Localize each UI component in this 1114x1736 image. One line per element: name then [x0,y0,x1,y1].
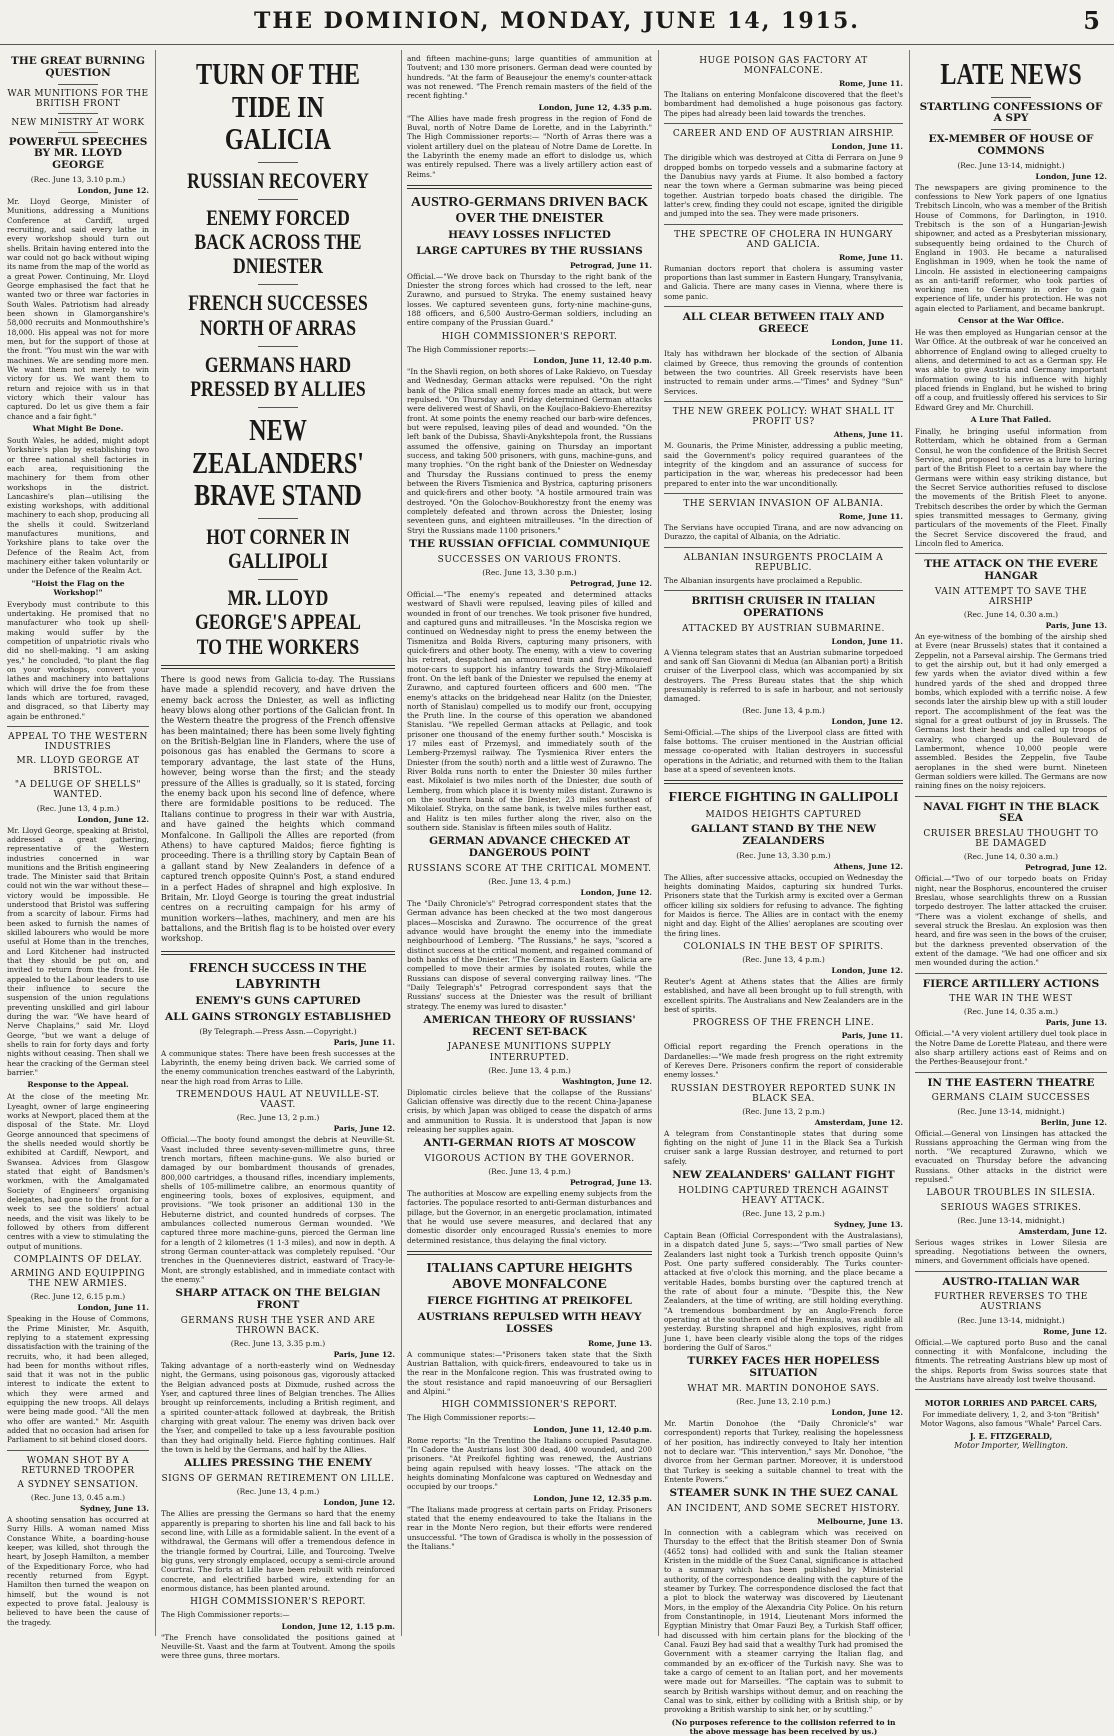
dateline: (Rec. June 13, 2.10 p.m.) [736,1396,831,1406]
place-date: London, June 12, 4.35 p.m. [538,102,652,112]
crosshead: A Lure That Failed. [970,415,1052,425]
subheadline: HIGH COMMISSIONER'S REPORT. [441,1400,618,1411]
article-text: The Allies, after successive attacks, occupied on Wednesday the heights dominating Maidos, capturing six hundred Turks. Prisoners state that the Turkish army is excited over a German officer killing six soldiers for refusing to advance. The fighting for Maidos is fierce. The Allies are in contact with the enemy night and day. Eight of the Allies' aeroplanes are scouting over the firing lines. [664,872,903,938]
headline: ENEMY FORCED BACK ACROSS THE DNIESTER [194,204,362,279]
divider [161,951,395,955]
subheadline: NEW MINISTRY AT WORK [11,117,145,128]
headline: STARTLING CONFESSIONS OF A SPY [919,100,1103,125]
headline: THE RUSSIAN OFFICIAL COMMUNIQUE [409,538,650,551]
headline: ALL CLEAR BETWEEN ITALY AND GREECE [682,310,885,335]
headline: WOMAN SHOT BY A RETURNED TROOPER [21,1455,135,1476]
article-text: Semi-Official.—The ships of the Liverpool class are fitted with false bottoms. The cruiser mentioned in the Austrian official message co-operated with Italian destroyers in successful operations in the Adriatic, and returned with them to the Italian base at a speed of seventeen knots. [664,727,903,774]
dateline: (Rec. June 13, 3.30 p.m.) [482,567,577,577]
place-date: London, June 11, 12.40 p.m. [533,1424,652,1434]
masthead [0,0,1114,45]
article-text: Reuter's Agent at Athens states that the Allies are firmly established, and have all been brought up to full strength, with excellent spirits. The Australians and New Zealanders are in the best of spirits. [664,976,903,1014]
subheadline: ENEMY'S GUNS CAPTURED [195,995,361,1008]
place-date: Petrograd, June 13. [569,1178,652,1188]
subheadline: COMPLAINTS OF DELAY. [13,1254,143,1265]
headline: ALLIES PRESSING THE ENEMY [184,1457,372,1470]
subheadline: A SYDNEY SENSATION. [17,1479,139,1490]
article-text: Rome reports: "In the Trentino the Italians occupied Pasutagne. "In Cadore the Austrians lost 300 dead, 400 wounded, and 200 prisoners. "At Preikofel fighting was renewed, the Austrians being again repulsed with heavy losses. "The attack on the heights dominating Monfalcone was captured on Wednesday and occupied by our troops." [407,1435,652,1492]
article-text: The High Commissioner reports:— [407,1413,536,1423]
place-date: London, June 11. [77,1303,149,1313]
subheadline: LARGE CAPTURES BY THE RUSSIANS [416,245,643,258]
summary-text: There is good news from Galicia to-day. The Russians have made a splendid recovery, and have driven the enemy back across the Dniester, as well as inflicting heavy blows along other portions of the Galician front. In the Western theatre the progress of the French offensive has been maintained; there has been some lively fighting on the British-Belgian line in Flanders, where the use of poisonous gas has enabled the Germans to score a temporary advantage, the last state of the Huns, however, being worse than the first; and the steady pressure of the Allies is gradually, so it is stated, forcing the enemy back upon his second line of defence, where there are formidable positions to be reduced. The Italians continue to progress in their war with Austria, and have gained the heights which command Monfalcone. In Gallipoli the Allies are reported (from Athens) to have captured Maidos; fierce fighting is proceeding. There is a thrilling story by Captain Bean of a gallant stand by New Zealanders in defence of a captured trench opposite Quinn's Post, a stand endured in a perfect Hades of shrapnel and high explosive. In Britain, Mr. Lloyd George is touring the great industrial centres on a recruiting campaign for his army of munition workers—lathes, machinery, and men are his battalions, and the British flag is to be hoisted over every workshop. [161,674,395,944]
headline: TURKEY FACES HER HOPELESS SITUATION [687,1355,880,1380]
place-date: Rome, June 13. [587,1338,652,1348]
column-rule [155,50,156,1636]
dateline: (Rec. June 14, 0.35 a.m.) [963,1007,1059,1017]
dateline: (Rec. June 13, 4 p.m.) [236,1487,320,1497]
subheadline: AUSTRIANS REPULSED WITH HEAVY LOSSES [417,1311,642,1335]
column-3 [404,52,655,1636]
divider [664,123,903,124]
divider [7,726,149,727]
divider [915,1072,1107,1073]
ad-advertiser: J. E. FITZGERALD, [969,1430,1053,1441]
article-text: "The Allies have made fresh progress in the region of Fond de Buval, north of Notre Dame de Lorette, and in the Labyrinth." The High Commissioner reports:— "North of Arras there was a violent artillery duel on the plateau of Notre Dame de Lorette. In the Labyrinth the enemy made an effort to dislodge us, which was entirely repulsed. There was a lively artillery action east of Reims." [407,113,652,179]
article-text: Mr. Martin Donohoe (the "Daily Chronicle's" war correspondent) reports that Turkey, realising the hopelessness of her position, has indirectly conveyed to Italy her intention not to declare war. "This intervention," says Mr. Donohoe, "the divorce from her German partner. Moreover, it is understood that Turkey is seeking a suitable channel to treat with the Entente Powers." [664,1418,903,1484]
subheadline: ATTACKED BY AUSTRIAN SUBMARINE. [682,623,885,634]
place-date: Paris, June 13. [1045,621,1107,631]
place-date: London, June 11. [831,636,903,646]
divider [407,185,652,189]
editorial-note: (No purposes reference to the collision referred to in the above message has been received by us.) [671,1717,896,1736]
headline: FRENCH SUCCESSES NORTH OF ARRAS [188,290,368,340]
divider [258,518,298,519]
divider [915,1389,1107,1390]
divider [161,665,395,669]
divider [407,1251,652,1255]
article-text: Everybody must contribute to this undertaking. He promised that no manufacturer who took up shell-making would suffer by the competition of unpatriotic rivals who did no shell-making. "I am asking yes," he concluded, "to plant the flag on your workshops, convert your lathes and machinery into battalions which will drive the foe from these lands which are tortured, ravaged, and disgraced, so that Liberty may again be enthroned." [7,599,149,721]
dateline: (Rec. June 13, 4 p.m.) [488,1167,571,1177]
place-date: London, June 11. [831,338,903,348]
place-date: London, June 12. [77,185,149,195]
headline: FIERCE ARTILLERY ACTIONS [922,977,1100,990]
headline: THE GREAT BURNING QUESTION [11,55,145,79]
headline: THE ATTACK ON THE EVERE HANGAR [924,558,1098,583]
ad-address: Motor Importer, Wellington. [954,1440,1068,1450]
place-date: London, June 12, 12.35 p.m. [533,1493,652,1503]
crosshead: Censor at the War Office. [958,316,1064,326]
divider [58,132,98,133]
dateline: (Rec. June 13-14, midnight.) [957,1315,1065,1325]
divider [258,346,298,347]
dateline: (Rec. June 14, 0.30 a.m.) [963,852,1059,862]
article-text: Official.—We captured porto Buso and the canal connecting it with Monfalcone, including the fitments. The retreating Austrians blew up most of the ships. Reports from Swiss sources state that the Austrians have already lost twelve thousand. [915,1337,1107,1384]
crosshead: What Might Be Done. [32,423,124,433]
place-date: London, June 12. [831,716,903,726]
subheadline: WAR MUNITIONS FOR THE BRITISH FRONT [7,88,149,109]
divider [664,780,903,784]
article-text: The authorities at Moscow are expelling enemy subjects from the factories. The populace resorted to anti-German disturbances and pillage, but the Governor, in an energetic proclamation, intimated that he would use severe measures, and declared that any domestic disorder only encouraged Russia's enemies to more determined resistance, thus delaying the final victory. [407,1189,652,1245]
headline: THE SERVIAN INVASION OF ALBANIA. [683,498,884,509]
dateline: (Rec. June 13, 4 p.m.) [488,1065,571,1075]
headline: CAREER AND END OF AUSTRIAN AIRSHIP. [672,129,895,140]
article-text: The High Commissioner reports:— [407,344,536,354]
headline: RUSSIAN RECOVERY [187,167,369,193]
place-date: London, June 12. [1035,171,1107,181]
headline: GERMAN ADVANCE CHECKED AT DANGEROUS POINT [429,835,630,860]
headline: THE NEW GREEK POLICY: WHAT SHALL IT PROFIT US? [672,407,895,428]
article-text: Diplomatic circles believe that the collapse of the Russians' Galician offensive was directly due to the recent China-Japanese crisis, by which Japan was obliged to cease the dispatch of arms and ammunition to Russia. It is understood that Japan is now releasing her supplies again. [407,1087,652,1134]
place-date: Rome, June 11. [838,252,903,262]
place-date: Washington, June 12. [562,1076,652,1086]
headline: AMERICAN THEORY OF RUSSIANS' RECENT SET-BACK [423,1013,636,1038]
article-text: The Albanian insurgents have proclaimed a Republic. [664,575,863,585]
headline: NAVAL FIGHT IN THE BLACK SEA [923,800,1099,825]
column-2 [158,52,398,1661]
subheadline: COLONIALS IN THE BEST OF SPIRITS. [683,941,884,952]
place-date: Rome, June 12. [1042,1326,1107,1336]
dateline: (Rec. June 13-14, midnight.) [957,160,1065,170]
article-text: "The Italians made progress at certain parts on Friday. Prisoners stated that the enemy endeavoured to take the Italians in the rear in the Monte Nero region, but their efforts were rendered unsuccessful. "The town of Gradisca is wholly in the possession of the Italians." [407,1504,652,1551]
headline: ALBANIAN INSURGENTS PROCLAIM A REPUBLIC. [683,552,884,573]
headline: POWERFUL SPEECHES BY MR. LLOYD GEORGE [8,135,148,172]
divider [664,493,903,494]
place-date: Paris, June 11. [333,1037,395,1047]
place-date: Paris, June 11. [841,1031,903,1041]
subheadline: JAPANESE MUNITIONS SUPPLY INTERRUPTED. [447,1042,612,1063]
advertisement [915,1398,1107,1450]
article-text: A telegram from Constantinople states that during some fighting on the night of June 11 in the Black Sea a Turkish cruiser sank a large Russian destroyer, and returned to port safely. [664,1128,903,1166]
subheadline: FIERCE FIGHTING AT PREIKOFEL [427,1295,632,1308]
byline: (By Telegraph.—Press Assn.—Copyright.) [199,1026,357,1036]
dateline: (Rec. June 13, 3.35 p.m.) [230,1339,326,1349]
column-rule [401,50,402,1636]
subheadline: LABOUR TROUBLES IN SILESIA. [926,1188,1096,1199]
headline: STEAMER SUNK IN THE SUEZ CANAL [669,1487,898,1500]
subheadline: AN INCIDENT, AND SOME SECRET HISTORY. [666,1503,901,1514]
place-date: London, June 12. [580,888,652,897]
article-text: Official.—General von Linsingen has attacked the Russians approaching the German wing from the north. "We recaptured Zurawno, which we evacuated on Thursday before the advancing Russians. Other attacks in the district were repulsed." [915,1128,1107,1185]
place-date: Athens, June 12. [833,861,903,871]
subheadline: TREMENDOUS HAUL AT NEUVILLE-ST. VAAST. [176,1090,380,1111]
subheadline: SUCCESSES ON VARIOUS FRONTS. [437,554,622,565]
article-text: Finally, he bringing useful information from Rotterdam, which he obtained from a German Consul, he won the confidence of the British Secret Service, and proposed to serve as a lure to luring part of the British Fleet to a certain bay where the Germans were within easy striking distance, but the Secret Service authorities refused to disclose the movements of the British Fleet to anyone. Trebitsch describes the order by which the German spies transmitted messages to Germany, giving particulars of the movements of the Fleet. Finally the Secret Service discovered the fraud, and Lincoln fled to America. [915,427,1107,549]
subheadline: SIGNS OF GERMAN RETIREMENT ON LILLE. [161,1474,395,1485]
headline: SHARP ATTACK ON THE BELGIAN FRONT [175,1287,381,1312]
article-text: He was then employed as Hungarian censor at the War Office. At the outbreak of war he conceived an abhorrence of England owing to alleged cruelty to aliens, and determined to act as a German spy. He was able to give Austria and Germany important information owing to his influence with highly placed friends in England, but he wished to bring off a coup, and fruitlessly offered his services to Sir Edward Grey and Mr. Churchill. [915,328,1107,412]
place-date: Rome, June 11. [838,512,903,521]
column-5 [912,52,1110,1636]
article-text: At the close of the meeting Mr. Lyeaght, owner of large engineering works at Newport, placed them at the disposal of the State. Mr. Lloyd George announced that specimens of the shells needed would shortly be exhibited at Cardiff, Newport, and Swansea. Advices from Glasgow stated that eight of Bandsmen's workmen, with the Amalgamated Society of Engineers' organising delegates, had gone to the front for a week to see the soldiers' actual needs, and the visit was likely to be followed by others from different centres with a view to stimulating the output of munitions. [7,1092,149,1251]
subheadline: RUSSIAN DESTROYER REPORTED SUNK IN BLACK SEA. [670,1083,897,1104]
crosshead: Response to the Appeal. [27,1080,129,1090]
article-text: "The French have consolidated the positions gained at Neuville-St. Vaast and the farm at Toutvent. Among the spoils were three guns, three mortars. [161,1632,395,1661]
place-date: Rome, June 11. [838,79,903,89]
subheadline: "A DELUGE OF SHELLS" WANTED. [14,780,142,801]
divider [664,224,903,225]
article-text: An eye-witness of the bombing of the airship shed at Evere (near Brussels) states that it contained a Zeppelin, not a Parseval airship. The Germans tried to get the airship out, but it had only emerged a few yards when the aviator dived within a few hundred yards of the shed and dropped three bombs, which exploded with a terrific noise. A few seconds later the airship blew up with a still louder report. The accomplishment of the feat was the signal for a great outburst of joy in Brussels. The Germans lost their heads and called up troops of cavalry, who charged up the Boulevard de Lambermont, whence 10,000 people were assembled. Besides the Zeppelin, five Taube aeroplanes in the shed were burnt. Nineteen German soldiers were killed. The Germans are now raining fines on the noisy rejoicers. [915,632,1107,791]
divider [664,590,903,591]
divider [258,579,298,580]
divider [915,973,1107,974]
article-text: In connection with a cablegram which was received on Thursday to the effect that the British steamer Don of Swnia (4652 tons) had collided with and sunk the Italian steamer Kristen in the middle of the Suez Canal, significance is attached to a summary which has been published by Ministerial authority, of the correspondence dealing with the capture of the steamer by Turkey. The correspondence disclosed the fact that a plot to block the waterway was discovered by Lieutenant Mors, in the employ of the Alexandria City Police. On his return from Constantinople, in 1914, Lieutenant Mors informed the Egyptian Ministry that Omar Fauzi Bey, a Turkish Staff officer, had discussed with him certain plans for the blocking of the Canal. Fauzi Bey had said that a wealthy Turk had promised the Government with a steamer carrying the Italian flag, and commanded by an ex-officer of the Turkish navy. She was to take a cargo of cement to an Italian port, and her movements were made out for Marseilles. "The captain was to submit to search by British warships without demur, and on reaching the Canal was to sink, either by colliding with a British ship, or by provoking a British warship to sink her, or by scuttling." [664,1528,903,1715]
column-4 [661,52,906,1736]
divider [58,84,98,85]
divider [258,199,298,200]
subheadline: GERMANS CLAIM SUCCESSES [931,1093,1091,1104]
headline: IN THE EASTERN THEATRE [927,1076,1095,1089]
article-text: Taking advantage of a north-easterly wind on Wednesday night, the Germans, using poisonous gas, vigorously attacked the Belgian advanced posts at Dixmude, rushed across the Yser, and captured three lines of Belgian trenches. The Allies brought up reinforcements, including a British regiment, and a spirited counter-attack followed at daybreak, the British charging with great valour. The enemy was driven back over the Yser, and compelled to take up a less favourable position than they had originally held. Fierce fighting continues. Half the town is held by the Germans, and half by the Allies. [161,1361,395,1455]
headline: THE SPECTRE OF CHOLERA IN HUNGARY AND GALICIA. [674,229,893,250]
place-date: London, June 12. [77,814,149,824]
place-date: London, June 11, 12.40 p.m. [533,356,652,366]
place-date: Sydney, June 13. [80,1504,149,1514]
place-date: London, June 12, 1.15 p.m. [281,1621,395,1631]
column-rule [658,50,659,1636]
headline: ITALIANS CAPTURE HEIGHTS ABOVE MONFALCONE [426,1261,633,1292]
subheadline: HEAVY LOSSES INFLICTED [448,229,611,242]
place-date: Paris, June 13. [1045,1018,1107,1028]
dateline: (Rec. June 13, 4 p.m.) [488,877,571,886]
article-text: Official.—The booty found amongst the debris at Neuville-St. Vaast included three seventy-seven-millimetre guns, three trench mortars, fifteen machine-guns. We also buried or damaged by our bombardment thousands of grenades, 800,000 cartridges, a thousand rifles, incendiary implements, shells of 105-millimetre calibre, an enormous quantity of engineering tools, boxes of explosives, equipment, and provisions. "We took prisoner an additional 130 in the Hebuterne district, and counted hundreds of corpses. The ambulances collected numerous German wounded. "We captured three more machine-guns, pierced the German line for a length of 2 kilometres (1 1-3 miles), and now in depth. A strong German counter-attack was completely repulsed. "Our trenches in the Quennevieres district, eastward of Tracy-le-Mont, are strongly established, and in immediate contact with the enemy." [161,1135,395,1285]
dateline: (Rec. June 13, 3.10 p.m.) [30,174,126,184]
ad-heading: MOTOR LORRIES AND PARCEL CARS, [924,1398,1098,1409]
place-date: Paris, June 12. [333,1350,395,1360]
place-date: Melbourne, June 13. [817,1517,903,1526]
divider [664,401,903,402]
article-text: Mr. Lloyd George, speaking at Bristol, addressed a great gathering, representative of the Western industries concerned in war munitions and the British engineering trade. The Minister said that Britain could not win the war without these—victory would be impossible. He understood that Bristol was suffering from a scarcity of labour. Firms had been asked to furnish the names of skilled labourers who would be more useful at Home than in the trenches, and Lord Kitchener had instructed that they should be put on, and invited to return from the front. He appealed to the Labour leaders to use their influence to secure the suspension of the union regulations preventing unskilled and girl labour during the war. "We have heard of Nerve Chaplains," said Mr. Lloyd George, "but we want a deluge of shells to rain for forty days and forty nights without ceasing. Then shall we hear the cracking of the German steel barrier." [7,825,149,1078]
divider [258,407,298,408]
subheadline: HOLDING CAPTURED TRENCH AGAINST HEAVY ATTACK. [678,1185,889,1206]
article-text: Official.—"The enemy's repeated and determined attacks westward of Shavli were repulsed, leaving piles of killed and wounded in front of our trenches. We took prisoner five hundred, and captured guns and mitrailleuses. "In the Mosciska region we continued on Wednesday night to press the enemy between the Tismenitza and Bolda Rivers, capturing many prisoners, with quick-firers and other booty. The enemy, with a view to covering his retreat, despatched an armoured train and five armoured motor-cars to support his infantry towards the Stryj-Mikolaieff front. On the left bank of the Dniester we repulsed the enemy at Zurawno, and captured fourteen officers and 600 men. "The enemy's attacks on the bridgehead near Halitz (on the Dniester, north of Stanislau) compelled us to modify our front, occupying the Pruth line. In the course of this operation we abandoned Stanislau. "We repelled German attacks at Pellagic, and took prisoner one thousand of the enemy further south." Mosciska is 17 miles east of Przemysl, and immediately south of the Lemberg-Przemysl railway. The Tysmienica River enters the Dniester (from the south) north and a little west of Zurawno. The River Bolda runs north to enter the Dniester 30 miles further east. Mikolaief is two miles north of the Dniester, due south of Lemberg, from which place it is twenty miles distant. Zurawno is on the southern bank of the Dniester, 23 miles southeast of Mikolaief. Stryka, on the same bank, is twelve miles further east, and Halitz is ten miles further along the river, also on the southern side. Stanislav is fifteen miles south of Halitz. [407,589,652,833]
dateline: (Rec. June 12, 6.15 p.m.) [30,1292,126,1302]
subheadline: MAIDOS HEIGHTS CAPTURED [705,810,862,820]
page-number: 5 [1083,6,1100,35]
article-text: The "Daily Chronicle's" Petrograd correspondent states that the German advance has been checked at the two most dangerous places—Mosciska and Zurawno. The occurrence of the great advance would have brought the enemy into the immediate neighbourhood of Lemberg. "The Russians," he says, "scored a distinct success at the critical moment, and regained command of both banks of the Dniester. "The Germans in Eastern Galicia are compelled to move their armies by isolated routes, while the Russians can dispose of several converging railway lines. "The "Daily Telegraph's" Petrograd correspondent says that the Russians' success at the Dniester was the result of brilliant strategy. The enemy was lured to disaster." [407,899,652,1011]
divider [664,547,903,548]
subheadline: HIGH COMMISSIONER'S REPORT. [190,1597,366,1608]
article-text: Mr. Lloyd George, Minister of Munitions, addressing a Munitions Conference at Cardiff, urged recruiting, and said every lathe in every workshop should turn out shells. Britain having entered into the war could not go back without wiping its name from the map of the world as a great Power. Continuing, Mr. Lloyd George emphasised the fact that he wanted two or three war factories in South Wales. Patriotism had already been shown in Glamorganshire's 58,000 recruits and Monmouthshire's 18,000. His appeal was not for more men, but for the support of those at the front. "You must win the war with machines. We are sending more men. We want them not merely to win victory for us. We want them to return and rejoice with us in that victory which their valour has captured. Do let us give them a fair chance and a fair fight." [7,196,149,421]
article-text: Speaking in the House of Commons, the Prime Minister, Mr. Asquith, replying to a statement expressing dissatisfaction with the training of the recruits, who, it had been alleged, had been for months without rifles, said that it was not in the public interest to indicate the extent to which they were armed and equipping the new troops. All delays were being made good. "All the men who offer are wanted." Mr. Asquith added that no occasion had arisen for Parliament to sit behind closed doors. [7,1314,149,1445]
place-date: Berlin, June 12. [1040,1117,1107,1127]
article-text: Rumanian doctors report that cholera is assuming vaster proportions than last summer in Eastern Hungary, Transylvania, and Galicia. There are many cases in Vienna, where there is some panic. [664,263,903,301]
dateline: (Rec. June 13, 3.30 p.m.) [736,850,831,860]
headline: MR. LLOYD GEORGE'S APPEAL TO THE WORKERS [195,585,361,659]
place-date: Sydney, June 13. [834,1220,903,1230]
article-text: South Wales, he added, might adopt Yorkshire's plan by establishing two or three national shell factories in each area, requisitioning the machinery for them from other workshops in the district. Lancashire's plan—utilising the existing workshops, with additional machinery to each shop, producing all the shells it could. Switzerland manufactures munitions, and Yorkshire plans to take over the Defence of the Realm Act, from machinery either taken voluntarily or under the Defence of the Realm Act. [7,435,149,576]
subheadline: GERMANS RUSH THE YSER AND ARE THROWN BACK. [180,1315,376,1337]
column-rule [909,50,910,1636]
late-news-heading: LATE NEWS [940,56,1082,91]
dateline: (Rec. June 13, 4 p.m.) [742,954,825,964]
article-text: Serious wages strikes in Lower Silesia are spreading. Negotiations between the owners, miners, and Government officials have opened. [915,1237,1107,1266]
divider [915,1271,1107,1272]
dateline: (Rec. June 13, 4 p.m.) [36,803,120,813]
headline: NEW ZEALANDERS' GALLANT FIGHT [672,1169,895,1182]
divider [915,553,1107,554]
crosshead: "Hoist the Flag on the Workshop!" [31,578,125,597]
place-date: Petrograd, June 11. [569,260,652,270]
divider [258,162,298,163]
place-date: Athens, June 11. [833,430,903,440]
subheadline: HIGH COMMISSIONER'S REPORT. [441,331,618,342]
article-text: A shooting sensation has occurred at Surry Hills. A woman named Miss Constance White, a boarding-house keeper, was killed, shot through the heart, by Joseph Hamilton, a member of the Expeditionary Force, who had recently returned from Egypt. Hamilton then turned the weapon on himself, but the wound is not expected to prove fatal. Jealousy is believed to have been the cause of the tragedy. [7,1515,149,1627]
divider [991,129,1031,130]
divider [7,1450,149,1451]
place-date: London, June 12. [831,1407,903,1417]
headline: ANTI-GERMAN RIOTS AT MOSCOW [423,1137,636,1150]
dateline: (Rec. June 13, 2 p.m.) [742,1209,825,1219]
subheadline: CRUISER BRESLAU THOUGHT TO BE DAMAGED [923,829,1099,850]
headline: BRITISH CRUISER IN ITALIAN OPERATIONS [691,595,876,619]
article-text: A communique states:—"Prisoners taken state that the Sixth Austrian Battalion, with quick-firers, endeavoured to take us in the rear in the Monfalcone region. This was frustrated owing to the stout resistance and rapid manoeuvring of our Bersaglieri and Alpini." [407,1349,652,1396]
subheadline: ARMING AND EQUIPPING THE NEW ARMIES. [10,1269,146,1290]
subheadline: RUSSIANS SCORE AT THE CRITICAL MOMENT. [407,863,652,874]
article-text: The newspapers are giving prominence to the confessions to New York papers of one Ignatius Trebitsch Lincoln, who was a member of the British House of Commons, for Darlington, in 1910. Trebitsch is the son of a Hungarian-Jewish shipowner, and acted as a Presbyterian missionary, subsequently being ordained to the Church of England in 1903. He became a naturalised Englishman in 1909, when he took the name of Lincoln. He assisted in electioneering campaigns as an anti-tariff reformer, who took parties of working men to Germany in order to gain experience of life, under his protection. He was not again elected to Parliament, and became bankrupt. [915,182,1108,313]
headline: FIERCE FIGHTING IN GALLIPOLI [668,790,899,806]
dateline: (Rec. June 13, 4 p.m.) [742,705,825,715]
article-text: The Servians have occupied Tirana, and are now advancing on Durazzo, the capital of Albania, on the Adriatic. [664,523,903,542]
dateline: (Rec. June 13-14, midnight.) [957,1106,1065,1116]
headline: GERMANS HARD PRESSED BY ALLIES [190,351,366,401]
place-date: Amsterdam, June 12. [1018,1226,1107,1236]
headline: TURN OF THE TIDE IN GALICIA [196,56,360,157]
article-text: Official report regarding the French operations in the Dardanelles:—"We made fresh progress on the right extremity of Kereves Dere. Prisoners confirm the report of considerable enemy losses." [664,1042,903,1080]
headline: AUSTRO-GERMANS DRIVEN BACK OVER THE DNEISTER [410,194,649,226]
article-text: and fifteen machine-guns; large quantities of ammunition at Toutvent; and 130 more prisoners. German dead were counted by hundreds. "At the farm of Beausejour the enemy's counter-attack was not renewed. "The French remain masters of the field of the recent fighting." [407,54,652,101]
article-text: Captain Bean (Official Correspondent with the Australasians), in a dispatch dated June 5, says:—"Two small parties of New Zealanders last night took a Turkish trench opposite Quinn's Post. One party suffered considerably. The Turks counter-attacked at five o'clock this morning, and the place became a veritable Hades, bombs bursting over the captured trench at the rate of about four a minute. "Despite this, the New Zealanders, at the time of writing, are still holding everything. "A tremendous bombardment by an Anglo-French force operating at the southern end of the Peninsula, was audible all yesterday. Bursting shrapnel and high explosives, right from June 1, have been clearly visible along the tops of the ridges bordering the Gulf of Saros." [664,1231,903,1352]
divider [58,113,98,114]
article-text: The dirigible which was destroyed at Citta di Ferrara on June 9 dropped bombs on torpedo vessels and a submarine factory at the Danubius navy yards at Fiume. It also bombed a factory near the town where a German submarine was being pieced together. Austrian torpedo boats chased the dirigible. The latter's crew, finding they could not escape, ignited the dirigible and jumped into the sea. They were made prisoners. [664,153,903,219]
ad-text: For immediate delivery, 1, 2, and 3-ton "British" Motor Wagons, also famous "Whale" Parcel Cars. [920,1410,1102,1429]
article-text: A communique states: There have been fresh successes at the Labyrinth, the enemy being driven back. We carried some of the enemy communication trenches eastward of the Labyrinth, near the high road from Arras to Lille. [161,1048,395,1086]
dateline: (Rec. June 13, 2 p.m.) [742,1106,825,1116]
article-text: The Allies are pressing the Germans so hard that the enemy apparently is preparing to shorten his line and fall back to his second line, with Lille as a formidable salient. In the event of a withdrawal, the Germans will offer a tremendous defence in the triangle formed by Courtrai, Lille, and Tourcoing. Twelve big guns, very strongly emplaced, occupy a semi-circle around Courtrai. The forts at Lille have been rebuilt with reinforced concrete, and electrified barbed wire, extending for an enormous distance, has been planted around. [161,1509,395,1593]
subheadline: PROGRESS OF THE FRENCH LINE. [692,1018,875,1029]
article-text: M. Gounaris, the Prime Minister, addressing a public meeting, said the Government's policy required guarantees of the integrity of the kingdom and an assurance of success for participation in the war, whereas his predecessor had been prepared to enter into the war unconditionally. [664,441,903,488]
subheadline: FURTHER REVERSES TO THE AUSTRIANS [934,1292,1088,1313]
headline: HUGE POISON GAS FACTORY AT MONFALCONE. [699,56,868,77]
subheadline: THE WAR IN THE WEST [949,994,1073,1005]
subheadline: SERIOUS WAGES STRIKES. [940,1202,1082,1213]
place-date: Paris, June 12. [333,1124,395,1134]
article-text: The High Commissioner reports:— [161,1610,290,1620]
headline: FRENCH SUCCESS IN THE LABYRINTH [189,960,367,992]
dateline: (Rec. June 13-14, midnight.) [957,1215,1065,1225]
headline: NEW ZEALANDERS' BRAVE STAND [192,412,364,513]
column-1 [4,52,152,1636]
article-text: Official.—"We drove back on Thursday to the right bank of the Dniester the strong forces which had crossed to the left, near Zurawno, and pursued to Stryka. The enemy sustained heavy losses. We captured seventeen guns, forty-nine machine-guns, 188 officers, and 6,500 Austro-German soldiers, including an entire company of the Prussian Guard." [407,271,652,328]
place-date: Petrograd, June 12. [569,578,652,588]
headline: HOT CORNER IN GALLIPOLI [206,523,350,573]
subheadline: WHAT MR. MARTIN DONOHOE SAYS. [687,1383,880,1394]
place-date: Amsterdam, June 12. [814,1117,903,1127]
subheadline: ALL GAINS STRONGLY ESTABLISHED [165,1010,391,1023]
divider [664,306,903,307]
place-date: London, June 11. [831,142,903,152]
divider [258,284,298,285]
divider [915,796,1107,797]
article-text: Official.—"A very violent artillery duel took place in the Notre Dame de Lorette Plateau, and there were also sharp artillery actions east of Reims and on the Perthes-Beausejour front." [915,1029,1107,1067]
divider [991,97,1031,98]
place-date: London, June 12. [323,1498,395,1508]
headline: AUSTRO-ITALIAN WAR [942,1275,1080,1288]
dateline: (Rec. June 13, 2 p.m.) [236,1113,320,1123]
article-text: Official.—"Two of our torpedo boats on Friday night, near the Bosphorus, encountered the cruiser Breslau, whose searchlights threw on a Russian torpedo destroyer. The latter attacked the cruiser. "There was a violent exchange of shells, and several struck the Breslau. An explosion was then heard, and fire was seen in the bows of the cruiser, but the darkness prevented observation of the extent of the damage. "We had one officer and six men wounded during the action." [915,874,1107,968]
place-date: Petrograd, June 12. [1024,863,1107,873]
subheadline: MR. LLOYD GEORGE AT BRISTOL. [16,756,140,777]
place-date: London, June 12. [831,965,903,975]
subheadline: VIGOROUS ACTION BY THE GOVERNOR. [424,1153,635,1164]
subheadline: VAIN ATTEMPT TO SAVE THE AIRSHIP [934,586,1088,607]
article-text: The Italians on entering Monfalcone discovered that the fleet's bombardment had demolished a huge poisonous gas factory. The pipes had already been laid towards the trenches. [664,90,903,118]
subheadline: GALLANT STAND BY THE NEW ZEALANDERS [690,823,877,847]
dateline: (Rec. June 13, 0.45 a.m.) [30,1493,126,1503]
article-text: Italy has withdrawn her blockade of the section of Albania claimed by Greece, thus removing the grounds of contention between the two countries. All Greek reservists have been instructed to remain under arms.—"Times" and Sydney "Sun" Services. [664,349,903,396]
article-text: A Vienna telegram states that an Austrian submarine torpedoed and sank off San Giovanni di Medua (an Albanian port) a British cruiser of the Liverpool class, which was accompanied by six destroyers. The Press Bureau states that the ship which presumably is referred to is safe in harbour, and not seriously damaged. [664,647,903,704]
subheadline: EX-MEMBER OF HOUSE OF COMMONS [928,133,1094,157]
masthead-title: THE DOMINION, MONDAY, JUNE 14, 1915. [254,8,860,34]
article-text: "In the Shavli region, on both shores of Lake Rakievo, on Tuesday and Wednesday, German attacks were repulsed. "On the right bank of the Pilica small enemy forces made an attack, but were repulsed. "On Thursday and Friday determined German attacks were delivered west of Shavli, on the Koujlaco-Bakievo-Eherezitsy front. At some points the enemy reached our barb-wire defences, but were repulsed, leaving piles of dead and wounded. "On the left bank of the Dubissa, Shavli-Anykshtepola front, the Russians assumed the offensive, gaining on Thursday an important success, and taking 500 prisoners, with guns, machine-guns, and many trophies. "On the right bank of the Dniester on Wednesday and Thursday the Russians continued to press the enemy between the Rivers Tismienica and Bystrica, capturing prisoners and quick-firers and other booty. "A hostile armoured train was destroyed. "On the Golochov-Boukhorestzy front the enemy was completely defeated and thrown across the Dniester, losing seventeen guns, and eighteen mitrailleuses. "In the direction of Stryi the Russians made 1100 prisoners." [407,367,652,535]
dateline: (Rec. June 14, 0.30 a.m.) [963,610,1059,620]
headline: APPEAL TO THE WESTERN INDUSTRIES [8,732,148,753]
